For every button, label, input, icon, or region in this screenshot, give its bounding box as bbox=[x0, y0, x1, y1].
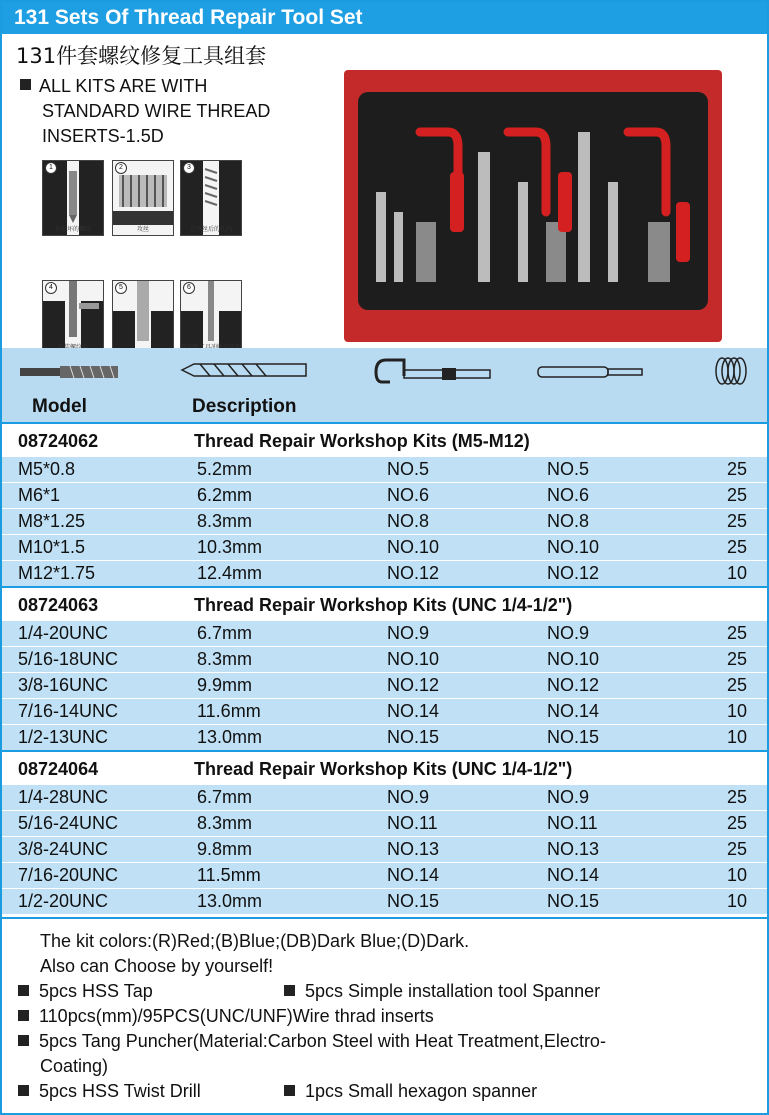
kit-item-line bbox=[2, 1054, 767, 1079]
table-row bbox=[2, 508, 767, 534]
thread-size-cell: 3/8-24UNC bbox=[18, 839, 109, 859]
tap-number-cell: NO.15 bbox=[387, 727, 440, 747]
step-number: 1 bbox=[45, 162, 57, 174]
bullet-square-icon bbox=[20, 79, 31, 90]
tap-number-cell: NO.9 bbox=[387, 787, 430, 807]
tool-number-cell: NO.14 bbox=[547, 701, 600, 721]
step-number: 2 bbox=[115, 162, 127, 174]
note-line: INSERTS-1.5D bbox=[42, 126, 164, 146]
tool-number-cell: NO.12 bbox=[547, 675, 600, 695]
table-row bbox=[2, 456, 767, 482]
thread-size-cell: 5/16-24UNC bbox=[18, 813, 119, 833]
choose-line: Also can Choose by yourself! bbox=[40, 956, 274, 976]
tap-number-cell: NO.12 bbox=[387, 563, 440, 583]
tool-number-cell: NO.6 bbox=[547, 485, 590, 505]
kit-item: 110pcs(mm)/95PCS(UNC/UNF)Wire thrad inserts bbox=[39, 1006, 434, 1026]
insert-qty-cell: 25 bbox=[726, 839, 747, 859]
insert-qty-cell: 25 bbox=[726, 511, 747, 531]
table-row bbox=[2, 646, 767, 672]
tap-number-cell: NO.11 bbox=[387, 813, 438, 833]
tool-number-cell: NO.5 bbox=[547, 459, 590, 479]
tap-number-cell: NO.14 bbox=[387, 701, 440, 721]
step-panel bbox=[112, 160, 174, 236]
colors-line: The kit colors:(R)Red;(B)Blue;(DB)Dark Blue;(D)Dark. bbox=[40, 931, 470, 951]
bullet-square-icon bbox=[284, 985, 295, 996]
tool-number-cell: NO.15 bbox=[547, 727, 600, 747]
step-number: 4 bbox=[45, 282, 57, 294]
group-title: Thread Repair Workshop Kits (M5-M12) bbox=[194, 431, 530, 451]
tool-icon-row bbox=[2, 348, 767, 392]
tap-number-cell: NO.15 bbox=[387, 891, 440, 911]
insert-qty-cell: 10 bbox=[726, 865, 747, 885]
insert-qty-cell: 10 bbox=[726, 563, 747, 583]
tap-number-cell: NO.5 bbox=[387, 459, 430, 479]
installation-steps bbox=[42, 160, 246, 356]
tool-number-cell: NO.14 bbox=[547, 865, 600, 885]
step-panel bbox=[42, 160, 104, 236]
table-row bbox=[2, 534, 767, 560]
drill-size-cell: 6.7mm bbox=[197, 623, 253, 643]
twist-drill-icon bbox=[180, 362, 308, 378]
thread-size-cell: M5*0.8 bbox=[18, 459, 76, 479]
toolset-contents-icon bbox=[358, 92, 708, 310]
table-row bbox=[2, 836, 767, 862]
thread-size-cell: 5/16-18UNC bbox=[18, 649, 119, 669]
tap-number-cell: NO.6 bbox=[387, 485, 430, 505]
bullet-square-icon bbox=[284, 1085, 295, 1096]
bullet-square-icon bbox=[18, 985, 29, 996]
tool-number-cell: NO.12 bbox=[547, 563, 600, 583]
kit-item: 5pcs Simple installation tool Spanner bbox=[305, 981, 601, 1001]
table-body bbox=[2, 422, 767, 914]
tang-puncher-icon bbox=[536, 364, 644, 380]
tap-number-cell: NO.10 bbox=[387, 537, 440, 557]
tap-number-cell: NO.14 bbox=[387, 865, 440, 885]
insert-qty-cell: 25 bbox=[726, 649, 747, 669]
drill-size-cell: 11.5mm bbox=[197, 865, 261, 885]
thread-size-cell: 1/2-20UNC bbox=[18, 891, 109, 911]
insert-qty-cell: 25 bbox=[726, 537, 747, 557]
thread-size-cell: M12*1.75 bbox=[18, 563, 96, 583]
thread-size-cell: 7/16-14UNC bbox=[18, 701, 119, 721]
table-row bbox=[2, 810, 767, 836]
step-panel bbox=[180, 160, 242, 236]
group-model-number: 08724063 bbox=[18, 595, 99, 615]
group-title: Thread Repair Workshop Kits (UNC 1/4-1/2") bbox=[194, 595, 573, 615]
drill-size-cell: 9.9mm bbox=[197, 675, 253, 695]
tool-number-cell: NO.10 bbox=[547, 649, 600, 669]
top-section bbox=[2, 34, 767, 346]
tool-number-cell: NO.9 bbox=[547, 623, 590, 643]
thread-size-cell: M10*1.5 bbox=[18, 537, 86, 557]
model-header: Model bbox=[32, 396, 87, 417]
drill-size-cell: 9.8mm bbox=[197, 839, 253, 859]
table-row bbox=[2, 698, 767, 724]
thread-size-cell: 3/8-16UNC bbox=[18, 675, 109, 695]
tap-number-cell: NO.12 bbox=[387, 675, 440, 695]
group-model-number: 08724064 bbox=[18, 759, 99, 779]
table-row bbox=[2, 560, 767, 586]
group-header bbox=[2, 586, 767, 620]
insert-qty-cell: 10 bbox=[726, 701, 747, 721]
drill-size-cell: 11.6mm bbox=[197, 701, 261, 721]
tool-number-cell: NO.15 bbox=[547, 891, 600, 911]
bullet-square-icon bbox=[18, 1085, 29, 1096]
group-title: Thread Repair Workshop Kits (UNC 1/4-1/2") bbox=[194, 759, 573, 779]
insert-qty-cell: 10 bbox=[726, 727, 747, 747]
installation-tool-icon bbox=[374, 354, 492, 386]
wire-insert-icon bbox=[714, 356, 750, 386]
group-model-number: 08724062 bbox=[18, 431, 99, 451]
tool-number-cell: NO.11 bbox=[547, 813, 598, 833]
tap-number-cell: NO.13 bbox=[387, 839, 440, 859]
tool-number-cell: NO.10 bbox=[547, 537, 600, 557]
group-header bbox=[2, 422, 767, 456]
step-panel bbox=[180, 280, 242, 354]
note-line: ALL KITS ARE WITH bbox=[39, 76, 208, 96]
insert-qty-cell: 25 bbox=[726, 623, 747, 643]
drill-size-cell: 8.3mm bbox=[197, 511, 253, 531]
insert-qty-cell: 25 bbox=[726, 787, 747, 807]
group-header bbox=[2, 750, 767, 784]
tap-number-cell: NO.10 bbox=[387, 649, 440, 669]
step-caption: 在攻丝后的孔内 bbox=[189, 226, 232, 233]
description-header: Description bbox=[192, 396, 297, 417]
step-panel bbox=[112, 280, 174, 354]
tool-number-cell: NO.8 bbox=[547, 511, 590, 531]
kit-item-line bbox=[2, 1004, 767, 1029]
step-number: 3 bbox=[183, 162, 195, 174]
thread-size-cell: 7/16-20UNC bbox=[18, 865, 119, 885]
kit-item: 1pcs Small hexagon spanner bbox=[305, 1081, 538, 1101]
step-caption: 攻丝 bbox=[136, 226, 149, 233]
insert-qty-cell: 10 bbox=[726, 891, 747, 911]
thread-size-cell: 1/2-13UNC bbox=[18, 727, 109, 747]
chinese-subtitle: 131件套螺纹修复工具组套 bbox=[16, 44, 267, 68]
kit-note bbox=[20, 74, 270, 149]
drill-size-cell: 5.2mm bbox=[197, 459, 253, 479]
drill-size-cell: 13.0mm bbox=[197, 727, 263, 747]
kit-item-line bbox=[2, 979, 767, 1004]
kit-item: 5pcs Tang Puncher(Material:Carbon Steel with Heat Treatment,Electro- bbox=[39, 1031, 606, 1051]
drill-size-cell: 8.3mm bbox=[197, 649, 253, 669]
insert-qty-cell: 25 bbox=[726, 813, 747, 833]
kit-item-line bbox=[2, 1029, 767, 1054]
note-line: STANDARD WIRE THREAD bbox=[42, 101, 271, 121]
drill-size-cell: 12.4mm bbox=[197, 563, 263, 583]
tap-number-cell: NO.8 bbox=[387, 511, 430, 531]
drill-size-cell: 13.0mm bbox=[197, 891, 263, 911]
drill-size-cell: 10.3mm bbox=[197, 537, 263, 557]
kit-item-line bbox=[2, 1079, 767, 1104]
table-row bbox=[2, 888, 767, 914]
tool-number-cell: NO.13 bbox=[547, 839, 600, 859]
tap-icon bbox=[20, 364, 120, 380]
thread-size-cell: M8*1.25 bbox=[18, 511, 86, 531]
kit-item: 5pcs HSS Twist Drill bbox=[39, 1081, 201, 1101]
table-row bbox=[2, 620, 767, 646]
step-number: 5 bbox=[115, 282, 127, 294]
page-title: 131 Sets Of Thread Repair Tool Set bbox=[2, 2, 767, 34]
drill-size-cell: 6.7mm bbox=[197, 787, 253, 807]
insert-qty-cell: 25 bbox=[726, 675, 747, 695]
table-row bbox=[2, 482, 767, 508]
bullet-square-icon bbox=[18, 1035, 29, 1046]
table-row bbox=[2, 724, 767, 750]
table-row bbox=[2, 862, 767, 888]
insert-qty-cell: 25 bbox=[726, 459, 747, 479]
tap-number-cell: NO.9 bbox=[387, 623, 430, 643]
drill-size-cell: 8.3mm bbox=[197, 813, 253, 833]
kit-item: Coating) bbox=[40, 1056, 109, 1076]
step-number: 6 bbox=[183, 282, 195, 294]
table-row bbox=[2, 672, 767, 698]
insert-qty-cell: 25 bbox=[726, 485, 747, 505]
step-panel bbox=[42, 280, 104, 354]
thread-size-cell: 1/4-28UNC bbox=[18, 787, 109, 807]
kit-item: 5pcs HSS Tap bbox=[39, 981, 153, 1001]
toolset-case-photo bbox=[344, 70, 722, 342]
thread-size-cell: 1/4-20UNC bbox=[18, 623, 109, 643]
table-header bbox=[2, 392, 767, 422]
bullet-square-icon bbox=[18, 1010, 29, 1021]
kit-contents-footer bbox=[2, 917, 767, 1104]
thread-size-cell: M6*1 bbox=[18, 485, 61, 505]
table-row bbox=[2, 784, 767, 810]
drill-size-cell: 6.2mm bbox=[197, 485, 253, 505]
step-caption: 钻损坏的螺纹 bbox=[54, 226, 91, 233]
tool-number-cell: NO.9 bbox=[547, 787, 590, 807]
